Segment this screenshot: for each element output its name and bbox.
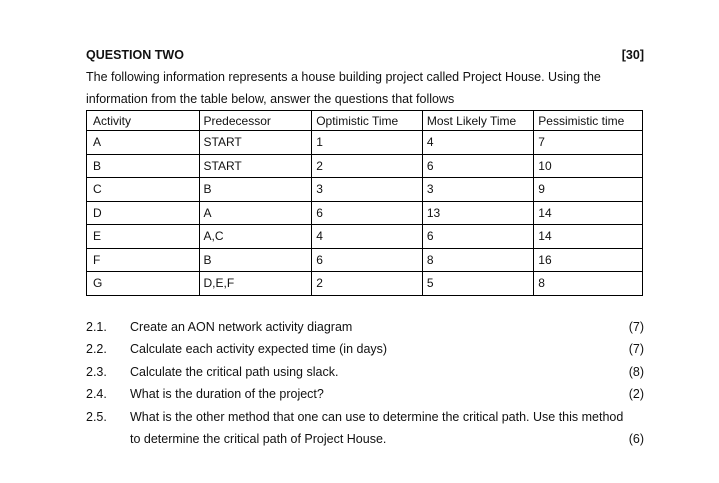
cell-predecessor: START	[199, 154, 312, 178]
cell-pessimistic: 16	[534, 248, 643, 272]
cell-most-likely: 8	[422, 248, 533, 272]
subquestion	[86, 361, 644, 384]
table-row	[87, 272, 643, 296]
subquestion-text-continued: to determine the critical path of Project House.	[130, 432, 387, 446]
cell-pessimistic: 8	[534, 272, 643, 296]
intro-line-1: The following information represents a house building project called Project House. Using the	[86, 70, 601, 84]
subquestion	[86, 406, 644, 429]
subquestion-text: Calculate each activity expected time (in days)	[130, 342, 388, 356]
subquestion-number: 2.4.	[86, 387, 107, 401]
question-header	[86, 44, 644, 66]
question-marks: [30]	[621, 48, 644, 62]
cell-optimistic: 2	[312, 272, 423, 296]
intro-line-2: information from the table below, answer the questions that follows	[86, 92, 455, 106]
header-most-likely: Most Likely Time	[422, 111, 533, 131]
cell-most-likely: 6	[422, 154, 533, 178]
activity-table	[86, 110, 643, 296]
table-row	[87, 201, 643, 225]
cell-predecessor: A	[199, 201, 312, 225]
subquestion-number: 2.2.	[86, 342, 107, 356]
cell-pessimistic: 7	[534, 131, 643, 155]
question-title: QUESTION TWO	[86, 48, 184, 62]
cell-optimistic: 6	[312, 201, 423, 225]
cell-activity: B	[87, 154, 200, 178]
cell-most-likely: 3	[422, 178, 533, 202]
cell-pessimistic: 14	[534, 225, 643, 249]
cell-optimistic: 1	[312, 131, 423, 155]
cell-predecessor: D,E,F	[199, 272, 312, 296]
subquestion-number: 2.3.	[86, 364, 107, 379]
cell-activity: A	[87, 131, 200, 155]
header-predecessor: Predecessor	[199, 111, 312, 131]
table-row	[87, 178, 643, 202]
cell-optimistic: 2	[312, 154, 423, 178]
subquestion	[86, 316, 644, 339]
table-header-row	[87, 111, 643, 131]
subquestion-text: Calculate the critical path using slack.	[130, 364, 339, 379]
cell-pessimistic: 10	[534, 154, 643, 178]
question-document	[86, 44, 644, 451]
subquestion-continuation	[86, 428, 644, 451]
subquestion-marks: (2)	[628, 387, 644, 401]
cell-predecessor: B	[199, 248, 312, 272]
header-activity: Activity	[87, 111, 200, 131]
cell-activity: C	[87, 178, 200, 202]
table-row	[87, 154, 643, 178]
subquestion	[86, 383, 644, 406]
subquestion-list	[86, 316, 644, 451]
header-pessimistic: Pessimistic time	[534, 111, 643, 131]
cell-predecessor: START	[199, 131, 312, 155]
subquestion-number: 2.1.	[86, 319, 107, 334]
cell-pessimistic: 14	[534, 201, 643, 225]
cell-most-likely: 4	[422, 131, 533, 155]
subquestion-text: What is the other method that one can use to determine the critical path. Use this method	[130, 409, 624, 424]
cell-activity: F	[87, 248, 200, 272]
cell-pessimistic: 9	[534, 178, 643, 202]
cell-most-likely: 13	[422, 201, 533, 225]
cell-optimistic: 6	[312, 248, 423, 272]
subquestion	[86, 338, 644, 361]
subquestion-text: Create an AON network activity diagram	[130, 319, 353, 334]
subquestion-marks: (7)	[628, 342, 644, 356]
cell-optimistic: 3	[312, 178, 423, 202]
cell-predecessor: A,C	[199, 225, 312, 249]
cell-activity: G	[87, 272, 200, 296]
cell-most-likely: 5	[422, 272, 533, 296]
subquestion-marks: (7)	[628, 319, 644, 334]
cell-optimistic: 4	[312, 225, 423, 249]
cell-activity: E	[87, 225, 200, 249]
table-row	[87, 248, 643, 272]
subquestion-marks: (8)	[628, 364, 644, 379]
table-row	[87, 131, 643, 155]
cell-predecessor: B	[199, 178, 312, 202]
cell-most-likely: 6	[422, 225, 533, 249]
header-optimistic: Optimistic Time	[312, 111, 423, 131]
table-row	[87, 225, 643, 249]
subquestion-marks: (6)	[628, 432, 644, 446]
subquestion-text: What is the duration of the project?	[130, 387, 324, 401]
subquestion-number: 2.5.	[86, 409, 107, 424]
cell-activity: D	[87, 201, 200, 225]
